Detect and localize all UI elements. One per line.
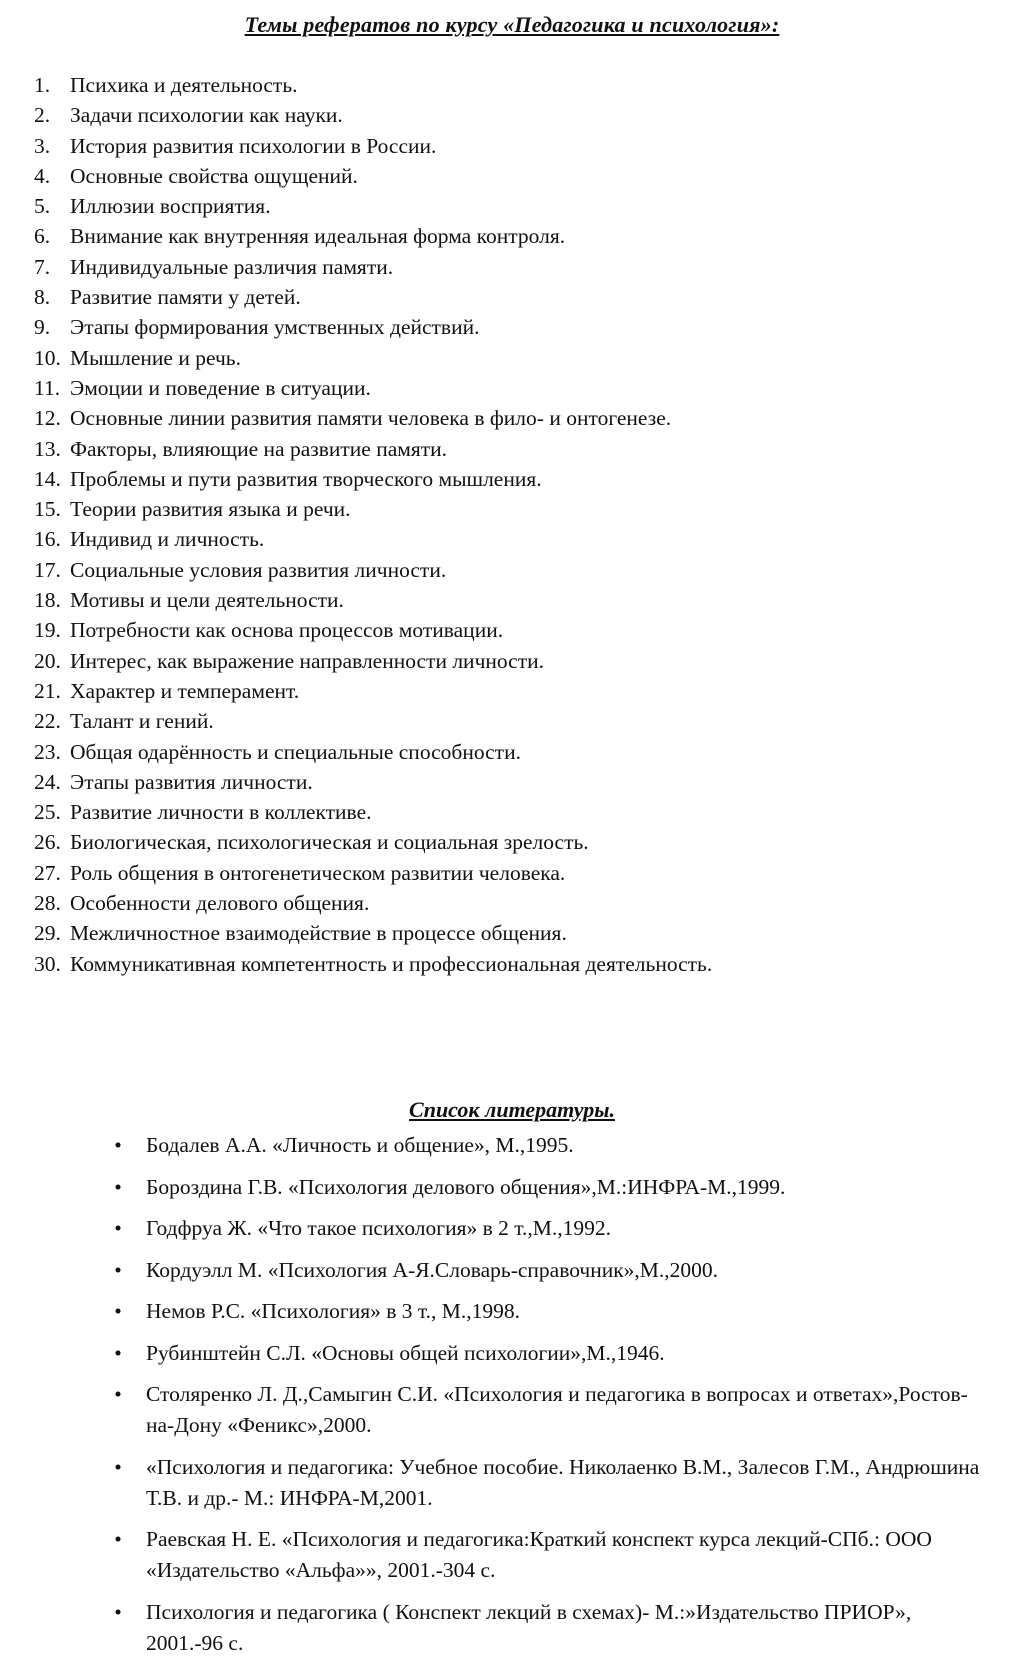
topic-text: Основные свойства ощущений.	[70, 163, 358, 188]
references-list	[108, 1130, 988, 1669]
topic-text: Мышление и речь.	[70, 345, 241, 370]
topics-heading: Темы рефератов по курсу «Педагогика и психология»:	[244, 12, 780, 37]
reference-item	[108, 1213, 988, 1244]
topic-number: 21.	[34, 678, 61, 703]
reference-item	[108, 1597, 988, 1659]
topic-item	[34, 797, 712, 827]
topic-number: 14.	[34, 466, 61, 491]
topic-number: 30.	[34, 951, 61, 976]
topic-text: Коммуникативная компетентность и профессиональная деятельность.	[70, 951, 713, 976]
bullet-icon: •	[114, 1599, 122, 1624]
topic-number: 10.	[34, 345, 61, 370]
topic-number: 11.	[34, 375, 61, 400]
topic-item	[34, 767, 712, 797]
reference-text: Рубинштейн С.Л. «Основы общей психологии»,М.,1946.	[146, 1340, 665, 1365]
topic-item	[34, 434, 712, 464]
reference-text: Бороздина Г.В. «Психология делового общения»,М.:ИНФРА-М.,1999.	[146, 1174, 786, 1199]
topic-text: Общая одарённость и специальные способности.	[70, 739, 521, 764]
topic-number: 7.	[34, 254, 51, 279]
bullet-icon: •	[114, 1382, 122, 1406]
topic-number: 22.	[34, 709, 61, 734]
topic-number: 19.	[34, 618, 61, 643]
reference-text: Кордуэлл М. «Психология А-Я.Словарь-справочник»,М.,2000.	[146, 1257, 719, 1282]
topic-text: Задачи психологии как науки.	[70, 103, 343, 128]
topic-number: 28.	[34, 891, 61, 916]
topic-number: 1.	[34, 73, 51, 97]
reference-item	[108, 1524, 988, 1586]
bullet-icon: •	[114, 1454, 122, 1479]
topic-number: 23.	[34, 739, 61, 764]
topic-number: 6.	[34, 224, 51, 249]
topic-text: Развитие личности в коллективе.	[70, 800, 372, 825]
topic-text: Роль общения в онтогенетическом развитии человека.	[70, 860, 566, 885]
topic-item	[34, 191, 712, 221]
topic-number: 8.	[34, 285, 51, 310]
topic-number: 4.	[34, 163, 51, 188]
topic-text: Потребности как основа процессов мотивации.	[70, 618, 504, 643]
topic-item	[34, 282, 712, 312]
bullet-icon: •	[114, 1340, 122, 1365]
reference-text: Годфруа Ж. «Что такое психология» в 2 т.,М.,1992.	[146, 1216, 612, 1240]
topic-number: 24.	[34, 769, 61, 794]
reference-item	[108, 1296, 988, 1327]
topic-text: Социальные условия развития личности.	[70, 557, 447, 582]
topic-item	[34, 858, 712, 888]
reference-item	[108, 1379, 988, 1441]
bullet-icon: •	[114, 1299, 122, 1323]
topic-item	[34, 464, 712, 494]
topic-number: 26.	[34, 830, 61, 855]
topic-number: 12.	[34, 406, 61, 431]
topics-list	[34, 70, 712, 979]
topic-text: Мотивы и цели деятельности.	[70, 588, 344, 613]
topic-item	[34, 888, 712, 918]
topic-text: Особенности делового общения.	[70, 891, 370, 916]
topic-number: 5.	[34, 194, 51, 219]
topic-text: Эмоции и поведение в ситуации.	[70, 375, 371, 400]
bullet-icon: •	[114, 1216, 122, 1240]
bullet-icon: •	[114, 1257, 122, 1282]
topic-item	[34, 312, 712, 342]
topic-text: Этапы формирования умственных действий.	[70, 315, 480, 340]
topic-number: 13.	[34, 436, 61, 461]
topic-text: Межличностное взаимодействие в процессе общения.	[70, 921, 567, 946]
bullet-icon: •	[114, 1527, 122, 1551]
reference-item	[108, 1130, 988, 1161]
topic-number: 17.	[34, 557, 61, 582]
topic-text: Проблемы и пути развития творческого мышления.	[70, 466, 542, 491]
topic-item	[34, 646, 712, 676]
reference-text: Бодалев А.А. «Личность и общение», М.,1995.	[146, 1133, 574, 1157]
reference-text: Немов Р.С. «Психология» в 3 т., М.,1998.	[146, 1299, 521, 1323]
topic-text: Теории развития языка и речи.	[70, 497, 351, 522]
topic-item	[34, 949, 712, 979]
topic-text: Иллюзии восприятия.	[70, 194, 271, 219]
topic-text: Факторы, влияющие на развитие памяти.	[70, 436, 448, 461]
reference-text: «Психология и педагогика: Учебное пособие. Николаенко В.М., Залесов Г.М., Андрюшина Т.В. и др.- М.: ИНФРА-М,2001.	[146, 1454, 980, 1510]
topic-item	[34, 100, 712, 130]
topic-item	[34, 827, 712, 857]
topic-item	[34, 494, 712, 524]
reference-text: Психология и педагогика ( Конспект лекций в схемах)- М.:»Издательство ПРИОР», 2001.-96 с.	[146, 1599, 912, 1655]
topic-item	[34, 343, 712, 373]
topic-text: Этапы развития личности.	[70, 769, 313, 794]
topic-item	[34, 403, 712, 433]
topic-text: Талант и гений.	[70, 709, 214, 734]
topic-number: 29.	[34, 921, 61, 946]
topic-item	[34, 615, 712, 645]
topic-item	[34, 918, 712, 948]
reference-item	[108, 1452, 988, 1514]
reference-item	[108, 1338, 988, 1369]
topic-item	[34, 555, 712, 585]
topic-text: Индивид и личность.	[70, 527, 265, 552]
topic-text: История развития психологии в России.	[70, 133, 437, 158]
topic-text: Внимание как внутренняя идеальная форма контроля.	[70, 224, 566, 249]
topic-item	[34, 676, 712, 706]
bullet-icon: •	[114, 1174, 122, 1199]
topic-number: 3.	[34, 133, 51, 158]
topic-number: 15.	[34, 497, 61, 522]
topic-number: 20.	[34, 648, 61, 673]
reference-item	[108, 1172, 988, 1203]
topic-item	[34, 252, 712, 282]
topic-number: 2.	[34, 103, 51, 128]
topic-item	[34, 373, 712, 403]
topic-number: 16.	[34, 527, 61, 552]
topic-item	[34, 585, 712, 615]
topic-text: Психика и деятельность.	[70, 73, 298, 97]
topic-item	[34, 161, 712, 191]
reference-text: Столяренко Л. Д.,Самыгин С.И. «Психология и педагогика в вопросах и ответах»,Ростов-на-Дону «Феникс»,2000.	[146, 1382, 968, 1437]
topic-item	[34, 131, 712, 161]
topic-text: Развитие памяти у детей.	[70, 285, 301, 310]
literature-heading: Список литературы.	[409, 1097, 615, 1122]
topic-text: Основные линии развития памяти человека в фило- и онтогенезе.	[70, 406, 672, 431]
topic-text: Биологическая, психологическая и социальная зрелость.	[70, 830, 589, 855]
topic-text: Характер и темперамент.	[70, 678, 300, 703]
topic-text: Индивидуальные различия памяти.	[70, 254, 394, 279]
topic-item	[34, 221, 712, 251]
reference-item	[108, 1255, 988, 1286]
topic-item	[34, 524, 712, 554]
topic-item	[34, 706, 712, 736]
topic-number: 18.	[34, 588, 61, 613]
topic-item	[34, 737, 712, 767]
bullet-icon: •	[114, 1133, 122, 1157]
topic-number: 27.	[34, 860, 61, 885]
topic-item	[34, 70, 712, 100]
reference-text: Раевская Н. Е. «Психология и педагогика:Краткий конспект курса лекций-СПб.: ООО «Издательство «Альфа»», 2001.-304 с.	[146, 1527, 932, 1582]
topic-text: Интерес, как выражение направленности личности.	[70, 648, 544, 673]
topic-number: 25.	[34, 800, 61, 825]
topic-number: 9.	[34, 315, 51, 340]
